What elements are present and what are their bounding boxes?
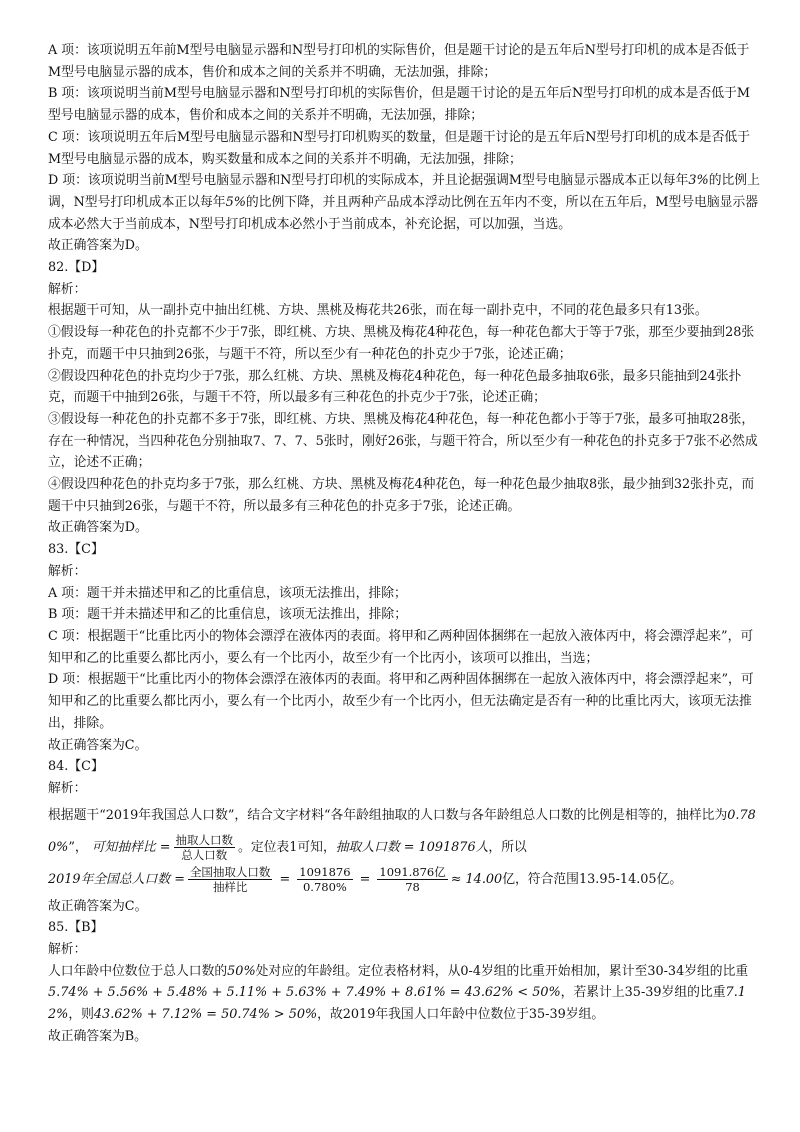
q84-answer: 故正确答案为C。	[48, 898, 148, 914]
q84-label: 解析：	[48, 780, 87, 796]
fraction-total-population: $\frac{\text{全国抽取人口数}}{\text{抽样比}}$	[189, 864, 271, 894]
fraction-sampling-ratio: $\frac{\text{抽取人口数}}{\text{总人口数}}$	[175, 832, 234, 862]
q81-option-d: D 项：该项说明当前M型号电脑显示器和N型号打印机的实际成本，并且论据强调M型号电脑显示器成本正以每年3%的比例上调，N型号打印机成本正以每年5%的比例下降，并且两种产品成本浮动比例在五年内不变，所以在五年后，M型号电脑显示器成本必然大于当前成本，N型号打印机成本必然小于当前成本，补充论据，可以加强，当选。	[48, 173, 760, 232]
q83-option-c: C 项：根据题干“比重比丙小的物体会漂浮在液体丙的表面。将甲和乙两种固体捆绑在一起放入液体丙中，将会漂浮起来”，可知甲和乙的比重要么都比丙小，要么有一个比丙小，故至少有一个比丙小，该项可以推出，当选；	[48, 628, 754, 666]
q83-option-b: B 项：题干并未描述甲和乙的比重信息，该项无法推出，排除；	[48, 607, 407, 623]
q81-option-b: B 项：该项说明当前M型号电脑显示器和N型号打印机的实际售价，但是题干讨论的是五年后N型号打印机的成本是否低于M型号电脑显示器的成本，售价和成本之间的关系并不明确，无法加强，排除；	[48, 86, 750, 124]
q81-option-a: A 项：该项说明五年前M型号电脑显示器和N型号打印机的实际售价，但是题干讨论的是五年后N型号打印机的成本是否低于M型号电脑显示器的成本，售价和成本之间的关系并不明确，无法加强，排除；	[48, 43, 750, 80]
sum-expression-1: 5.74% + 5.56% + 5.48% + 5.11% + 5.63% + 7.49% + 8.61% = 43.62% < 50%	[48, 985, 561, 1001]
fraction-simplified: $\frac{\text{1091.876亿}}{78}$	[379, 864, 446, 894]
q83-header: 83.【C】	[48, 542, 104, 558]
q83-answer: 故正确答案为C。	[48, 737, 148, 753]
q81-option-c: C 项：该项说明五年后M型号电脑显示器和N型号打印机购买的数量，但是题干讨论的是五年后N型号打印机的成本是否低于M型号电脑显示器的成本，购买数量和成本之间的关系并不明确，无法加强，排除；	[48, 129, 750, 167]
q82-intro: 根据题干可知，从一副扑克中抽出红桃、方块、黑桃及梅花共26张，而在每一副扑克中，不同的花色最多只有13张。	[48, 303, 708, 319]
q82-label: 解析：	[48, 281, 87, 297]
q82-answer: 故正确答案为D。	[48, 520, 148, 536]
q84-body: 根据题干“2019年我国总人口数”，结合文字材料“各年龄组抽取的人口数与各年龄组总人口数的比例是相等的，抽样比为0.780%”， 可知抽样比 = $\frac{\text{抽取人口数}}{\text{总人口数}}$ 。定位表1可知，抽取人口数 = 1091876人，所以 2019年全国总人口数 = $\frac{\text{全国抽取人口数}}{\text{抽样比}}$ = $\frac{1091876}{0.780\%}$ = $\frac{\text{1091.876亿}}{78}$ ≈ 14.00亿，符合范围13.95-14.05亿。	[48, 807, 756, 894]
q85-label: 解析：	[48, 942, 87, 958]
fraction-value: $\frac{1091876}{0.780\%}$	[299, 864, 351, 894]
q82-point-2: ②假设四种花色的扑克均少于7张，那么红桃、方块、黑桃及梅花4种花色，每一种花色最多抽取6张，最多只能抽到24张扑克，而题干中抽到26张，与题干不符，所以最多有三种花色的扑克少于7张，论述正确；	[48, 368, 742, 406]
q82-point-3: ③假设每一种花色的扑克都不多于7张，即红桃、方块、黑桃及梅花4种花色，每一种花色都小于等于7张，最多可抽取28张，存在一种情况，当四种花色分别抽取7、7、7、5张时，刚好26张，与题干符合，所以至少有一种花色的扑克多于7张不必然成立，论述不正确；	[48, 411, 758, 471]
sum-expression-2: 43.62% + 7.12% = 50.74% > 50%	[93, 1007, 318, 1023]
q85-body: 人口年龄中位数位于总人口数的50%处对应的年龄组。定位表格材料，从0-4岁组的比重开始相加，累计至30-34岁组的比重5.74% + 5.56% + 5.48% + 5.11% + 5.63% + 7.49% + 8.61% = 43.62% < 50%，若累计上35-39岁组的比重7.12%，则43.62% + 7.12% = 50.74% > 50%，故2019年我国人口年龄中位数位于35-39岁组。	[48, 963, 749, 1023]
pct-5: 5%	[225, 194, 246, 210]
q81-answer: 故正确答案为D。	[48, 238, 148, 254]
document-body	[48, 40, 760, 1048]
pct-3: 3%	[688, 173, 709, 189]
q85-answer: 故正确答案为B。	[48, 1028, 147, 1044]
q82-point-4: ④假设四种花色的扑克均多于7张，那么红桃、方块、黑桃及梅花4种花色，每一种花色最少抽取8张，最少抽到32张扑克，而题干中只抽到26张，与题干不符，所以最多有三种花色的扑克多于7张，论述正确。	[48, 477, 755, 514]
q83-option-a: A 项：题干并未描述甲和乙的比重信息，该项无法推出，排除；	[48, 585, 407, 601]
sample-count: 抽取人口数 = 1091876人	[335, 839, 489, 855]
q85-header: 85.【B】	[48, 920, 104, 936]
q83-label: 解析：	[48, 563, 87, 579]
q84-header: 84.【C】	[48, 759, 104, 775]
sampling-rate: 0.780%	[48, 807, 756, 855]
q83-option-d: D 项：根据题干“比重比丙小的物体会漂浮在液体丙的表面。将甲和乙两种固体捆绑在一起放入液体丙中，将会漂浮起来”，可知甲和乙的比重要么都比丙小，要么有一个比丙小，故至少有一个比丙小，但无法确定是否有一种的比重比丙大，该项无法推出，排除。	[48, 672, 754, 731]
q82-point-1: ①假设每一种花色的扑克都不少于7张，即红桃、方块、黑桃及梅花4种花色，每一种花色都大于等于7张，那至少要抽到28张扑克，而题干中只抽到26张，与题干不符，所以至少有一种花色的扑克少于7张，论述正确；	[48, 325, 755, 362]
q82-header: 82.【D】	[48, 260, 105, 276]
